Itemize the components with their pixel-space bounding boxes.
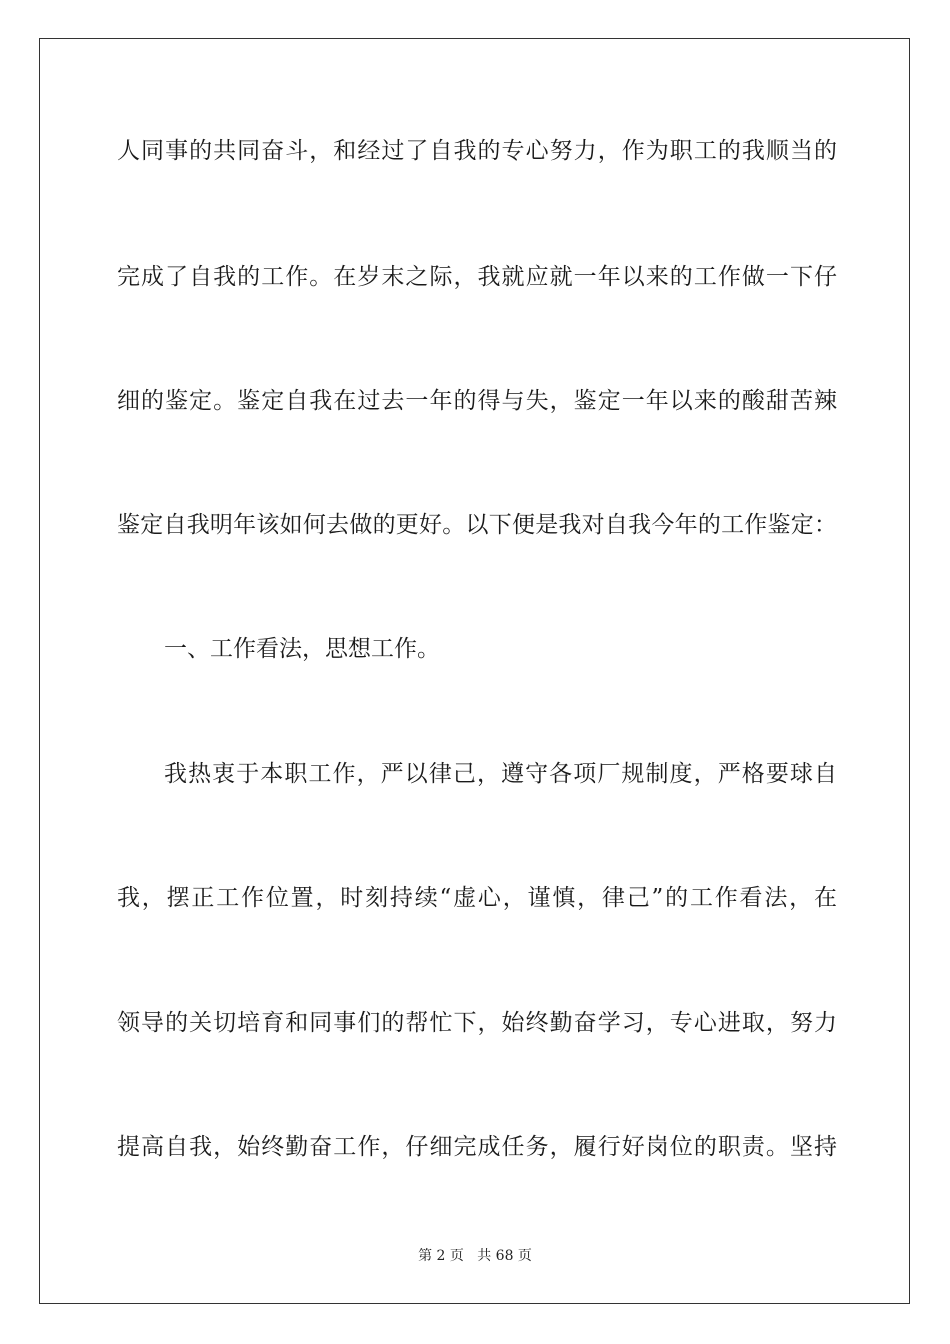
body-line-4: 鉴定自我明年该如何去做的更好。以下便是我对自我今年的工作鉴定：	[117, 512, 837, 538]
page-border	[39, 38, 910, 1304]
body-line-6: 我热衷于本职工作，严以律己，遵守各项厂规制度，严格要球自	[164, 761, 837, 787]
body-line-8: 领导的关切培育和同事们的帮忙下，始终勤奋学习，专心进取，努力	[117, 1010, 837, 1036]
body-line-3: 细的鉴定。鉴定自我在过去一年的得与失，鉴定一年以来的酸甜苦辣	[117, 388, 837, 414]
body-line-1: 人同事的共同奋斗，和经过了自我的专心努力，作为职工的我顺当的	[117, 138, 837, 164]
body-line-9: 提高自我，始终勤奋工作，仔细完成任务，履行好岗位的职责。坚持	[117, 1134, 837, 1160]
section-heading: 一、工作看法，思想工作。	[164, 636, 440, 662]
page-number-footer: 第 2 页 共 68 页	[418, 1248, 532, 1264]
body-line-7: 我，摆正工作位置，时刻持续“虚心，谨慎，律己”的工作看法，在	[117, 885, 837, 911]
body-line-2: 完成了自我的工作。在岁末之际，我就应就一年以来的工作做一下仔	[117, 264, 837, 290]
